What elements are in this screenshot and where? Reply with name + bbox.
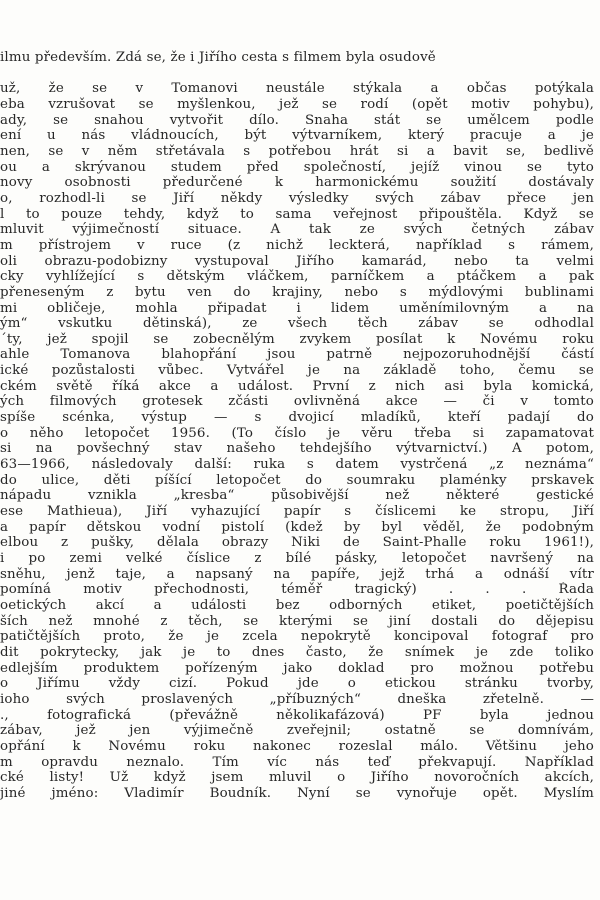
- body-text: [0, 50, 594, 802]
- text-line: [0, 66, 594, 82]
- text-line: přeneseným z bytu ven do krajiny, nebo s mýdlovými bublinami: [0, 284, 594, 300]
- text-line: mi obličeje, mohla připadat i lidem uměnímilovným a na: [0, 300, 594, 316]
- text-line: dit pokrytecky, jak je to dnes často, že snímek je zde toliko: [0, 644, 594, 660]
- text-line: ým“ vskutku dětinská), ze všech těch zábav se odhodlal: [0, 316, 594, 332]
- text-line: ické pozůstalosti vůbec. Vytvářel je na základě toho, čemu se: [0, 363, 594, 379]
- text-line: nen, se v něm střetávala s potřebou hrát si a bavit se, bedlivě: [0, 143, 594, 159]
- text-line: nápadu vznikla „kresba“ působivější než některé gestické: [0, 488, 594, 504]
- text-line: jiné jméno: Vladimír Boudník. Nyní se vynořuje opět. Myslím: [0, 785, 594, 801]
- text-line: ilmu především. Zdá se, že i Jiřího cesta s filmem byla osudově: [0, 50, 436, 65]
- text-line: novy osobnosti předurčené k harmonickému soužití dostávaly: [0, 175, 594, 191]
- text-line: ´ty, jež spojil se zobecnělým zvykem posílat k Novému roku: [0, 331, 594, 347]
- text-line: m opravdu neznalo. Tím víc nás teď překvapují. Například: [0, 754, 594, 770]
- text-line: oetických akcí a události bez odborných etiket, poetičtějších: [0, 597, 594, 613]
- text-line: spíše scénka, výstup — s dvojicí mladíků, kteří padají do: [0, 410, 594, 426]
- text-line: patičtějších proto, že je zcela nepokrytě koncipoval fotograf pro: [0, 629, 594, 645]
- text-line: opřání k Novému roku nakonec rozeslal málo. Většinu jeho: [0, 738, 594, 754]
- text-line: o Jiřímu vždy cizí. Pokud jde o etickou stránku tvorby,: [0, 676, 594, 692]
- text-line: mluvit výjimečností situace. A tak ze svých četných zábav: [0, 222, 594, 238]
- text-line: i po zemi velké číslice z bílé pásky, letopočet navršený na: [0, 551, 594, 566]
- text-line: cké listy! Už když jsem mluvil o Jiřího novoročních akcích,: [0, 770, 594, 786]
- text-line: do ulice, děti píšící letopočet do soumraku plaménky prskavek: [0, 472, 594, 488]
- text-line: ahle Tomanova blahopřání jsou patrně nejpozoruhodnější částí: [0, 347, 594, 363]
- text-line: 63—1966, následovaly další: ruka s datem vystrčená „z neznáma“: [0, 457, 594, 473]
- text-line: zábav, jež jen výjimečně zveřejnil; ostatně se domnívám,: [0, 723, 594, 739]
- text-line: ese Mathieua), Jiří vyhazující papír s číslicemi ke stropu, Jiří: [0, 504, 594, 520]
- text-line: l to pouze tehdy, když to sama veřejnost připouštěla. Když se: [0, 206, 594, 222]
- text-line: eba vzrušovat se myšlenkou, jež se rodí (opět motiv pohybu),: [0, 96, 594, 112]
- text-line: si na povšechný stav našeho tehdejšího výtvarnictví.) A potom,: [0, 441, 594, 457]
- text-line: pomíná motiv přechodnosti, téměř tragický) . . . Řada: [0, 582, 594, 598]
- text-line: ou a skrývanou studem před společností, jejíž vinou se tyto: [0, 159, 594, 175]
- text-line: m přístrojem v ruce (z nichž leckterá, například s rámem,: [0, 237, 594, 253]
- text-line: už, že se v Tomanovi neustále stýkala a občas potýkala: [0, 81, 594, 97]
- text-line: ení u nás vládnoucích, být výtvarníkem, který pracuje a je: [0, 128, 594, 144]
- text-line: edlejším produktem pořízeným jako doklad pro možnou potřebu: [0, 660, 594, 676]
- text-line: cky vyhlížející s dětským vláčkem, parníčkem a ptáčkem a pak: [0, 269, 594, 285]
- text-line: ady, se snahou vytvořit dílo. Snaha stát se umělcem podle: [0, 112, 594, 128]
- text-line: oli obrazu-podobizny vystupoval Jiřího kamarád, nebo ta velmi: [0, 253, 594, 269]
- text-line: elbou z pušky, dělala obrazy Niki de Saint-Phalle roku 1961!),: [0, 535, 594, 551]
- text-line: ., fotografická (převážně několikafázová) PF byla jednou: [0, 707, 594, 723]
- text-line: ckém světě říká akce a událost. První z nich asi byla komická,: [0, 378, 594, 394]
- text-line: o něho letopočet 1956. (To číslo je věru třeba si zapamatovat: [0, 425, 594, 441]
- text-line: o, rozhodl-li se Jiří někdy výsledky svých zábav přece jen: [0, 190, 594, 206]
- text-line: a papír dětskou vodní pistolí (kdež by byl věděl, že podobným: [0, 519, 594, 535]
- text-line: ioho svých proslavených „příbuzných“ dneška zřetelně. —: [0, 691, 594, 707]
- text-line: ších než mnohé z těch, se kterými se jiní dostali do dějepisu: [0, 613, 594, 629]
- text-line: sněhu, jenž taje, a napsaný na papíře, jejž trhá a odnáší vítr: [0, 566, 594, 582]
- text-line: ých filmových grotesek zčásti ovlivněná akce — či v tomto: [0, 394, 594, 410]
